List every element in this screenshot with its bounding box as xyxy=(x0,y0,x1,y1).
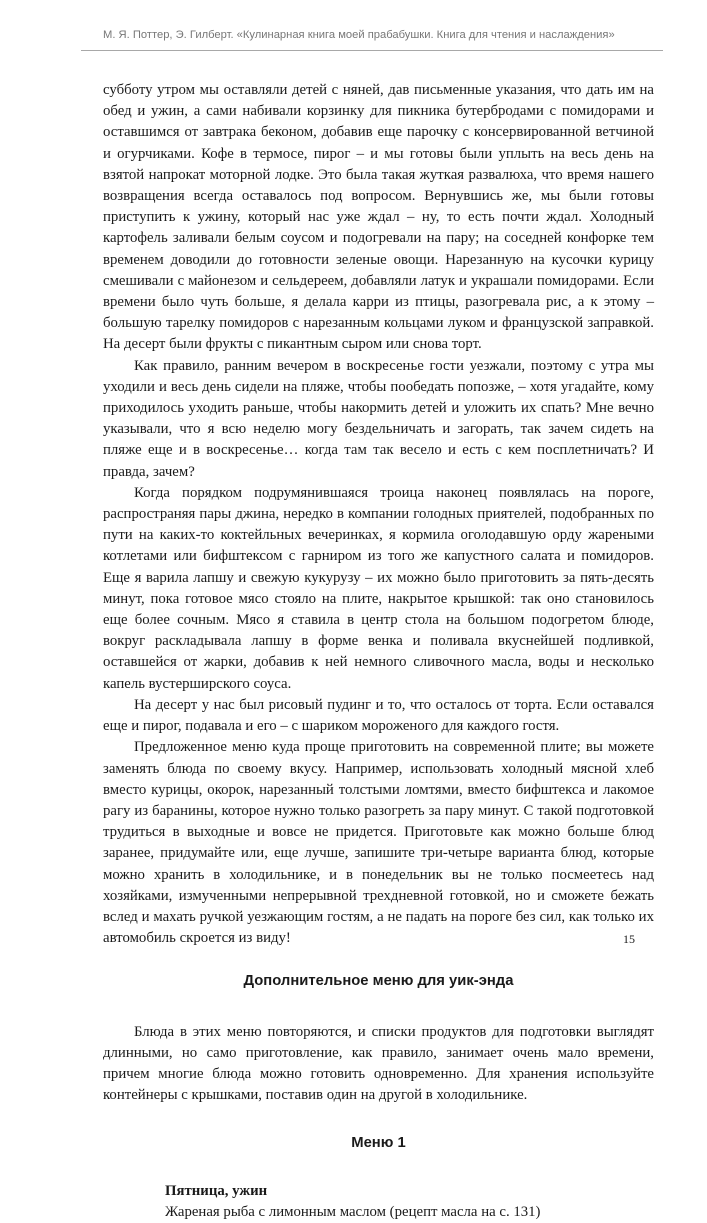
page-content xyxy=(103,80,654,1223)
menu-heading: Меню 1 xyxy=(351,1135,406,1152)
menu-item: Жареная рыба с лимонным маслом (рецепт масла на с. 131) xyxy=(165,1203,541,1220)
page-number: 15 xyxy=(623,932,635,946)
menu-subheading: Пятница, ужин xyxy=(165,1182,268,1199)
paragraph: Как правило, ранним вечером в воскресенье гости уезжали, поэтому с утра мы уходили и весь день сидели на пляже, чтобы пообедать попозже, – хотя угадайте, кому приходилось уходить раньше, чтобы накормить детей и уложить их спать? Мне вечно указывали, что я всю неделю могу бездельничать и загорать, так зачем сидеть на пляже еще и в воскресенье… когда там так весело и есть с кем посплетничать? И правда, зачем? xyxy=(103,357,654,480)
header-divider xyxy=(81,50,663,51)
paragraph: На десерт у нас был рисовый пудинг и то, что осталось от торта. Если оставался еще и пирог, подавала и его – с шариком мороженого для каждого гостя. xyxy=(103,696,654,735)
paragraph: субботу утром мы оставляли детей с няней, дав письменные указания, что дать им на обед и ужин, а сами набивали корзинку для пикника бутербродами с помидорами и оставшимся от завтрака беконом, добавив еще парочку с консервированной ветчиной и огурчиками. Кофе в термосе, пирог – и мы готовы были уплыть на весь день на взятой напрокат моторной лодке. Это была такая жуткая развалюха, что время нашего возвращения всегда оставалось под вопросом. Вернувшись же, мы были готовы приступить к ужину, который нас уже ждал – ну, то есть почти ждал. Холодный картофель заливали белым соусом и подогревали на пару; на соседней конфорке тем временем доводили до готовности зеленые овощи. Нарезанную на кусочки курицу смешивали с майонезом и сельдереем, добавляли латук и украшали помидорами. Если времени было чуть больше, я делала карри из птицы, разогревала рис, а к этому – большую тарелку помидоров с нарезанным кольцами луком и французской заправкой. На десерт были фрукты с пикантным сыром или снова торт. xyxy=(103,82,654,353)
paragraph: Предложенное меню куда проще приготовить на современной плите; вы можете заменять блюда по своему вкусу. Например, использовать холодный мясной хлеб вместо курицы, окорок, нарезанный толстыми ломтями, вместо бифштекса и лакомое рагу из баранины, которое нужно только разогреть за пару минут. С такой подготовкой трудиться в выходные и вовсе не придется. Приготовьте как можно больше блюд заранее, придумайте или, еще лучше, запишите три-четыре варианта блюд, которые можно хранить в холодильнике, и в понедельник вы не только посмеетесь над хозяйками, измученными непрерывной трехдневной готовкой, но и сможете бежать вслед и махать ручкой уезжающим гостям, а не падать на пороге без сил, как только их автомобиль скроется из виду! xyxy=(103,739,654,947)
paragraph: Когда порядком подрумянившаяся троица наконец появлялась на пороге, распространяя пары джина, нередко в компании голодных приятелей, подобранных по пути на каких-то коктейльных вечеринках, я кормила оголодавшую орду жареными котлетами или бифштексом с гарниром из того же капустного салата и помидоров. Еще я варила лапшу и свежую кукурузу – их можно было приготовить за пять-десять минут, пока готовое мясо стояло на плите, накрытое крышкой: так оно становилось еще более сочным. Мясо я ставила в центр стола на большом подогретом блюде, вокруг раскладывала лапшу в форме венка и поливала вкуснейшей подливкой, оставшейся от жарки, добавив к ней немного сливочного масла, воды и несколько капель вустерширского соуса. xyxy=(103,484,654,692)
section-paragraph: Блюда в этих меню повторяются, и списки продуктов для подготовки выглядят длинными, но само приготовление, как правило, занимает очень мало времени, причем многие блюда можно готовить одновременно. Для хранения используйте контейнеры с крышками, поставив один на другой в холодильнике. xyxy=(103,1023,654,1104)
section-heading: Дополнительное меню для уик-энда xyxy=(243,973,514,990)
running-header: М. Я. Поттер, Э. Гилберт. «Кулинарная книга моей прабабушки. Книга для чтения и наслаждения» xyxy=(103,29,615,41)
